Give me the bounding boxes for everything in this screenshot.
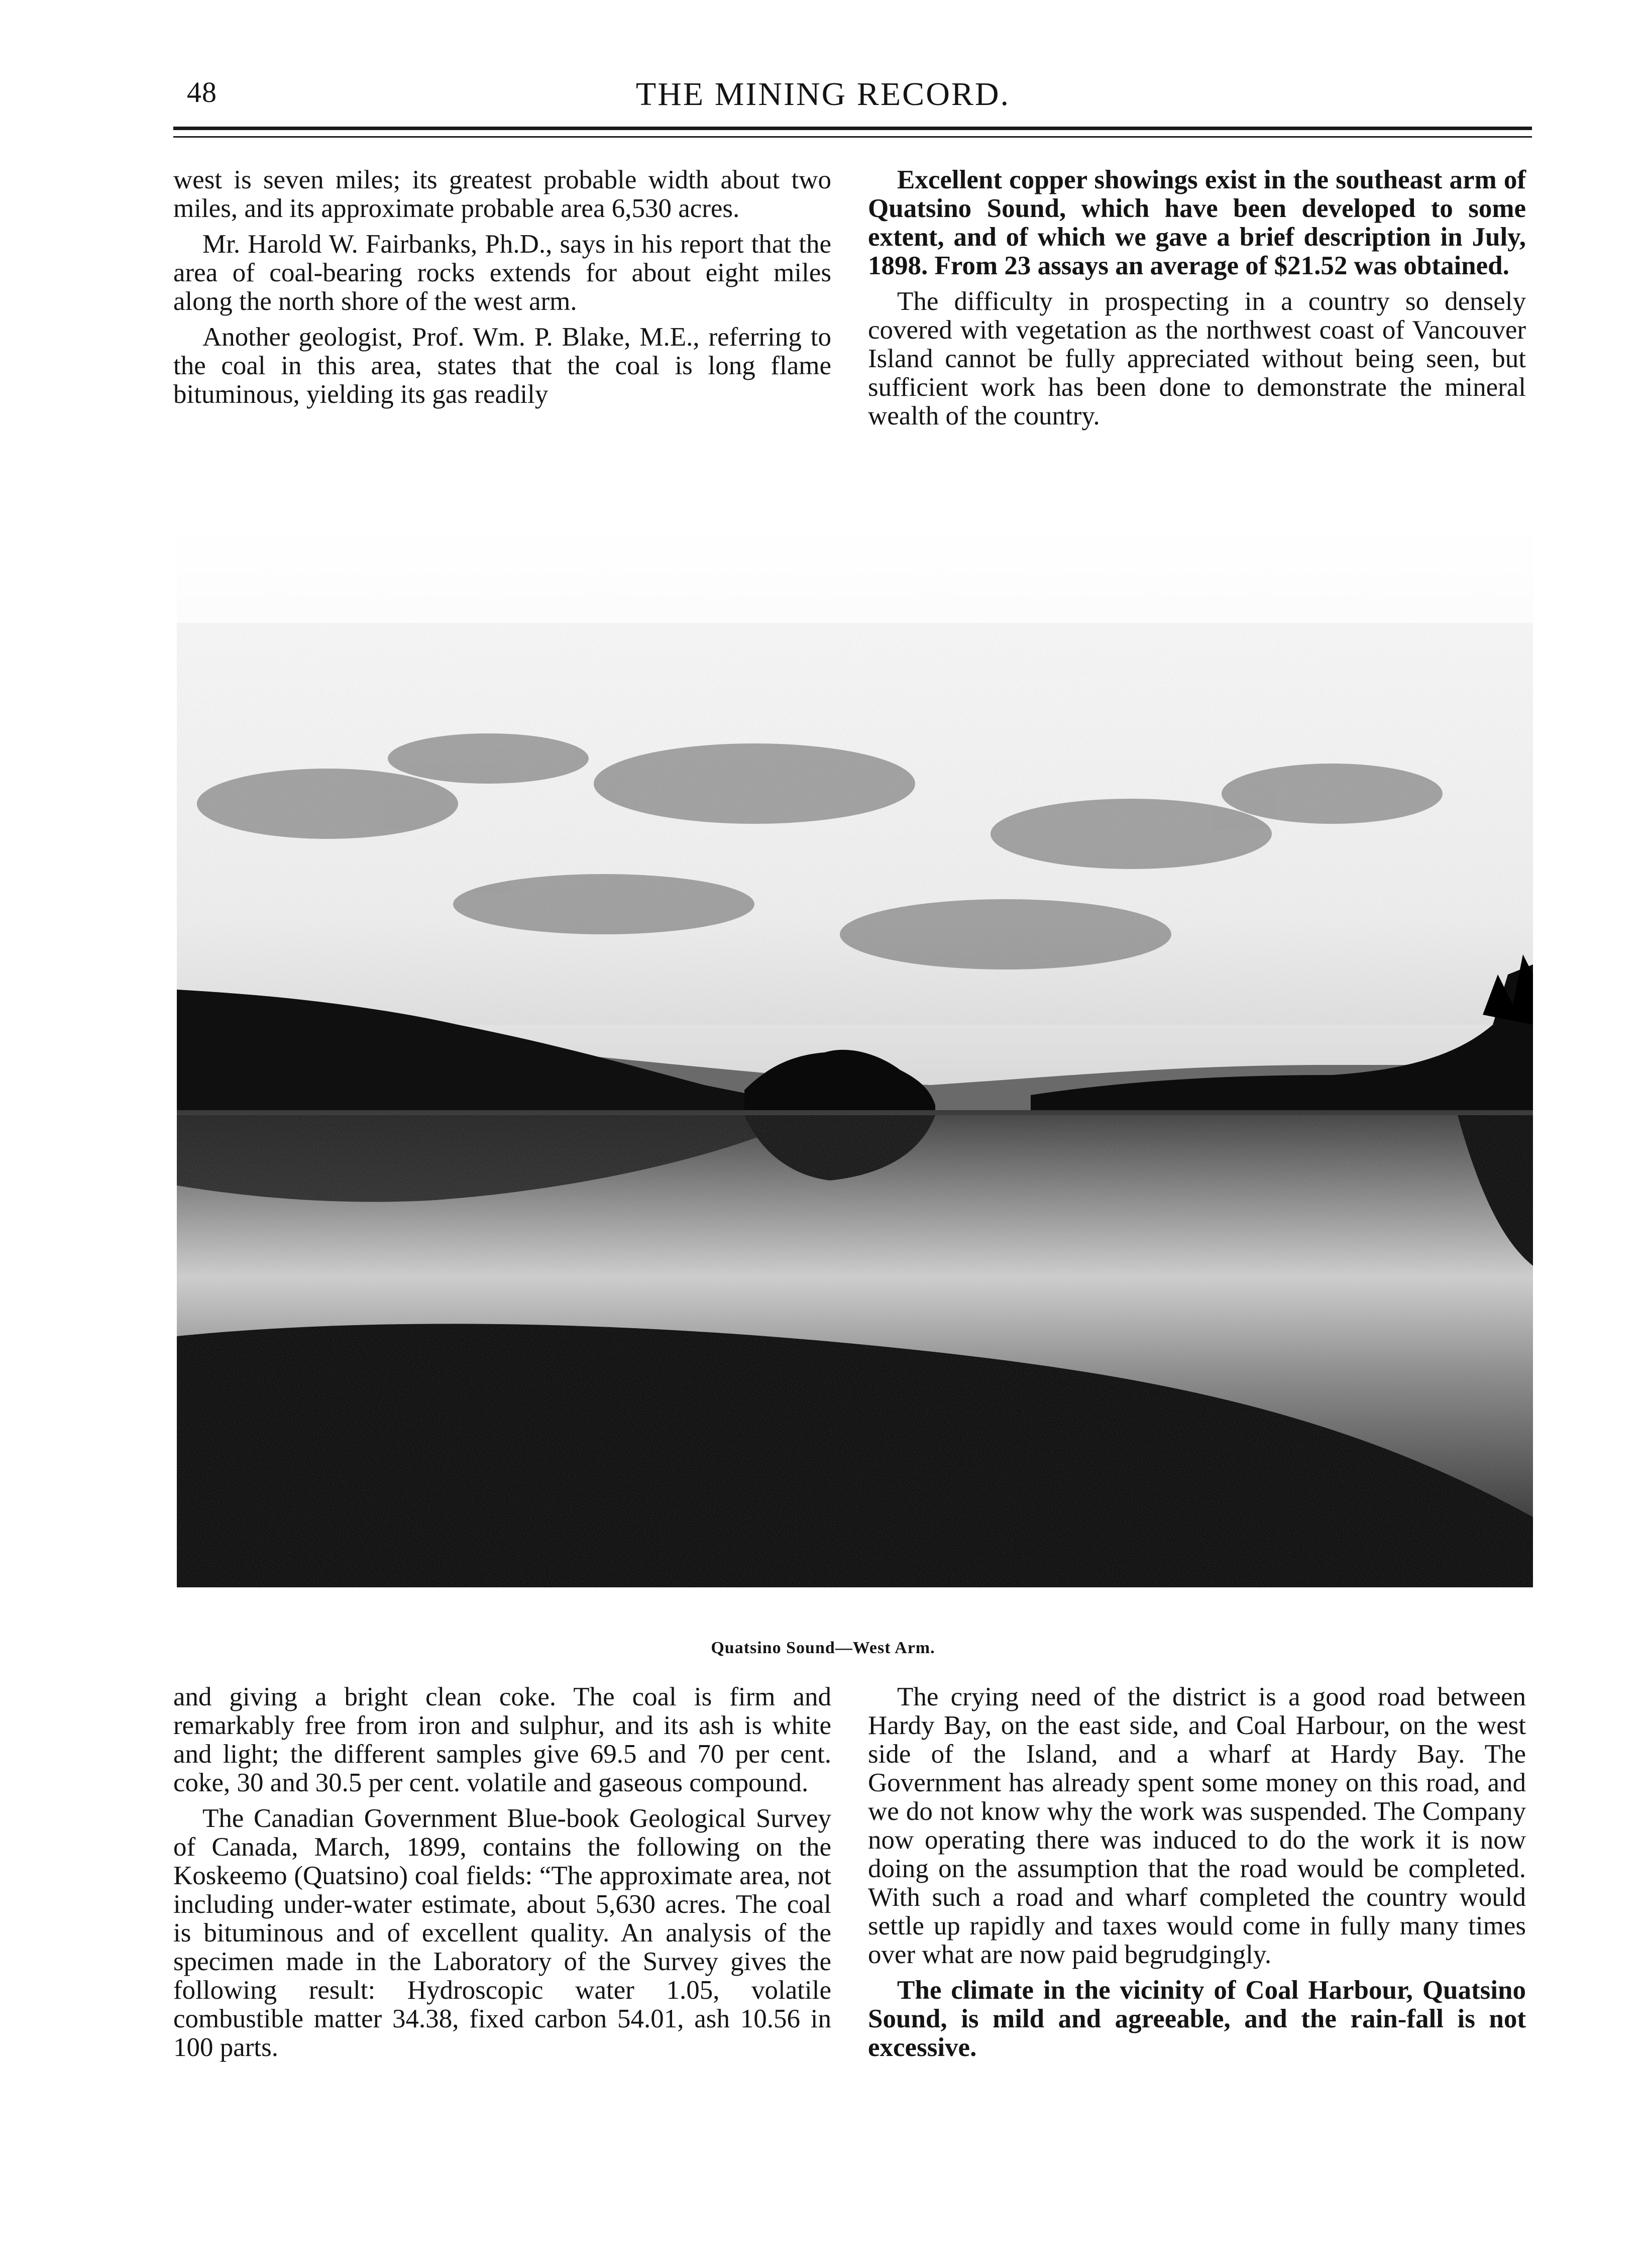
paragraph: Mr. Harold W. Fairbanks, Ph.D., says in his report that the area of coal-bearing rocks extends for about eight miles along the north shore of the west arm.	[173, 230, 831, 316]
paragraph: Another geologist, Prof. Wm. P. Blake, M.E., referring to the coal in this area, states that the coal is long flame bituminous, yielding its gas readily	[173, 322, 831, 409]
header-rule-thin	[173, 136, 1532, 138]
paragraph: and giving a bright clean coke. The coal is firm and remarkably free from iron and sulphur, and its ash is white and light; the different samples give 69.5 and 70 per cent. coke, 30 and 30.5 per cent. volatile and gaseous compound.	[173, 1682, 831, 1797]
header-rule-thick	[173, 127, 1532, 130]
column-bottom-left	[173, 1683, 831, 2069]
paragraph: Excellent copper showings exist in the southeast arm of Quatsino Sound, which have been developed to some extent, and of which we gave a brief description in July, 1898. From 23 assays an average of $21.52 was obtained.	[868, 165, 1526, 280]
column-top-left	[173, 166, 831, 416]
paragraph: west is seven miles; its greatest probable width about two miles, and its approximate probable area 6,530 acres.	[173, 165, 831, 223]
paragraph: The climate in the vicinity of Coal Harbour, Quatsino Sound, is mild and agreeable, and the rain-fall is not excessive.	[868, 1976, 1526, 2062]
paragraph: The crying need of the district is a good road between Hardy Bay, on the east side, and Coal Harbour, on the west side of the Island, and a wharf at Hardy Bay. The Government has already spent some money on this road, and we do not know why the work was suspended. The Company now operating there was induced to do the work it is now doing on the assumption that the road would be completed. With such a road and wharf completed the country would settle up rapidly and taxes would come in fully many times over what are now paid begrudgingly.	[868, 1682, 1526, 1969]
column-bottom-right	[868, 1683, 1526, 2069]
paragraph: The difficulty in prospecting in a country so densely covered with vegetation as the northwest coast of Vancouver Island cannot be fully appreciated without being seen, but sufficient work has been done to demonstrate the mineral wealth of the country.	[868, 287, 1526, 430]
page-number: 48	[187, 76, 217, 109]
figure-caption: Quatsino Sound—West Arm.	[711, 1639, 935, 1657]
landscape-photo	[177, 522, 1533, 1587]
paragraph: The Canadian Government Blue-book Geological Survey of Canada, March, 1899, contains the following on the Koskeemo (Quatsino) coal fields: “The approximate area, not including under-water estimate, about 5,630 acres. The coal is bituminous and of excellent quality. An analysis of the specimen made in the Laboratory of the Survey gives the following result: Hydroscopic water 1.05, volatile combustible matter 34.38, fixed carbon 54.01, ash 10.56 in 100 parts.	[173, 1804, 831, 2062]
running-title: THE MINING RECORD.	[635, 76, 1011, 113]
column-top-right	[868, 166, 1526, 438]
photo-illustration	[177, 522, 1533, 1587]
